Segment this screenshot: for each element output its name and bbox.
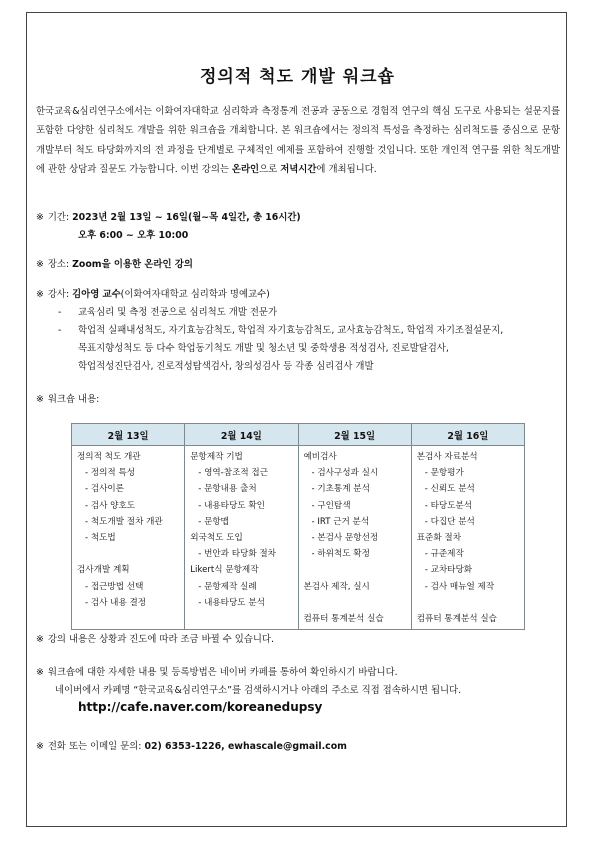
schedule-topic: 표준화 절차 [416,533,461,544]
schedule-subitem: - 신뢰도 분석 [424,484,475,495]
place-value: Zoom을 이용한 온라인 강의 [72,259,193,270]
note-text: 강의 내용은 상황과 진도에 따라 조금 바뀔 수 있습니다. [47,634,274,645]
intro-text-1: 한국교육&심리연구소에서는 이화여자대학교 심리학과 측정통계 전공과 공동으로 경험적 연구의 핵심 도구로 사용되는 설문지를 포함한 다양한 심리척도 개발을 위한 워크숍을 개최합니다. 본 워크숍에서는 정의적 특성을 측정하는 심리척도를 중심으로 문항개발부터 척도 타당화까지의 전 과정을 단계별로 구체적인 예제를 포함하여 진행할 것입니다. 또한 개인적 연구를 위한 척도개발에 관한 상담과 질문도 가능합니다. 이번 강의는 [36,106,560,175]
schedule-subitem: - 정의적 특성 [85,468,136,479]
lecturer-name: 김아영 교수 [72,289,121,300]
schedule-header-day3: 2월 15일 [298,424,411,446]
register-line-2: 네이버에서 카페명 “한국교육&심리연구소”를 검색하시거나 아래의 주소로 직접 접속하시면 됩니다. [55,685,462,696]
schedule-subitem: - 검사구성과 실시 [311,468,379,479]
cafe-link[interactable]: http://cafe.naver.com/koreanedupsy [78,700,323,714]
reference-mark: ※ [36,741,44,752]
schedule-subitem: - 하위척도 확정 [311,549,370,560]
schedule-topic: 예비검사 [303,452,337,462]
contact-value: 02) 6353-1226, ewhascale@gmail.com [144,741,347,752]
lecturer-bullet-2-line-2: 목표지향성척도 등 다수 학업동기척도 개발 및 청소년 및 중학생용 적성검사, 진로발달검사, [78,343,449,354]
reference-mark: ※ [36,259,44,270]
schedule-subitem: - 본검사 문항선정 [311,533,379,544]
lecturer-dash-2: - [58,325,62,336]
schedule-topic: 컴퓨터 통계분석 실습 [416,614,497,625]
schedule-subitem: - 문항맵 [198,516,229,527]
schedule-subitem: - 검사 매뉴얼 제작 [424,581,495,592]
place-label: 장소: [47,259,70,270]
schedule-subitem: - 문항제작 실례 [198,581,257,592]
schedule-cell-day1 [72,446,185,630]
schedule-cell-day2 [185,446,298,630]
workshop-label: 워크숍 내용: [47,394,100,405]
lecturer-row [36,286,270,303]
schedule-subitem: - 검사이론 [85,484,125,495]
contact-label: 전화 또는 이메일 문의: [47,741,142,752]
reference-mark: ※ [36,667,44,678]
schedule-table [71,423,525,630]
schedule-cell-day3 [298,446,411,630]
contact-row [36,738,347,755]
schedule-subitem: - 구인탐색 [311,500,351,511]
period-dates: 2023년 2월 13일 ~ 16일(월~목 4일간, 총 16시간) [72,212,301,223]
schedule-spacer [77,546,184,562]
schedule-subitem: - 검사 양호도 [85,500,136,511]
schedule-subitem: - 접근방법 선택 [85,581,144,592]
period-time [78,227,188,244]
lecturer-bullet-1: 교육심리 및 측정 전공으로 심리척도 개발 전문가 [78,307,278,318]
reference-mark: ※ [36,634,44,645]
schedule-header-day2: 2월 14일 [185,424,298,446]
schedule-header-day4: 2월 16일 [411,424,524,446]
place-row [36,256,193,273]
schedule-subitem: - 검사 내용 결정 [85,597,147,608]
schedule-header-row [72,424,525,446]
schedule-header-day1: 2월 13일 [72,424,185,446]
schedule-subitem: - 내용타당도 분석 [198,597,265,608]
schedule-spacer [304,595,411,611]
schedule-subitem: - 문항내용 출처 [198,484,257,495]
intro-evening: 저녁시간 [280,163,317,175]
lecturer-affiliation: (이화여자대학교 심리학과 명예교수) [120,289,270,300]
schedule-topic: Likert식 문항제작 [190,565,259,576]
schedule-subitem: - 영역-참조적 접근 [198,468,269,479]
period-label: 기간: [47,212,70,223]
schedule-spacer [304,562,411,578]
schedule-subitem: - IRT 근거 분석 [311,516,370,527]
lecturer-bullet-2-line-3: 학업적성진단검사, 진로적성탐색검사, 창의성검사 등 각종 심리검사 개발 [78,361,374,372]
schedule-cell-day4 [411,446,524,630]
schedule-subitem: - 척도법 [85,533,116,544]
schedule-body-row [72,446,525,630]
schedule-subitem: - 타당도분석 [424,500,473,511]
schedule-topic: 검사개발 계획 [77,565,130,576]
schedule-subitem: - 규준제작 [424,549,464,560]
reference-mark: ※ [36,212,44,223]
note-row [36,631,274,648]
schedule-subitem: - 번안과 타당화 절차 [198,549,276,560]
intro-text-2: 으로 [259,163,281,175]
page-title: 정의적 척도 개발 워크숍 [200,67,395,87]
lecturer-bullet-2-line-1: 학업적 실패내성척도, 자기효능감척도, 학업적 자기효능감척도, 교사효능감척도, 학업적 자기조절설문지, [78,325,504,336]
intro-text-3: 에 개최됩니다. [316,163,377,175]
schedule-subitem: - 문항평가 [424,468,464,479]
schedule-subitem: - 척도개발 절차 개관 [85,516,163,527]
intro-paragraph [36,102,560,179]
schedule-topic: 외국척도 도입 [190,533,243,544]
register-line-1: 워크숍에 대한 자세한 내용 및 등록방법은 네이버 카페를 통하여 확인하시기 바랍니다. [47,667,398,678]
lecturer-dash-1: - [58,307,62,318]
schedule-spacer [417,595,524,611]
schedule-topic: 컴퓨터 통계분석 실습 [303,614,384,624]
schedule-topic: 문항제작 기법 [190,452,243,462]
intro-online: 온라인 [231,163,260,175]
reference-mark: ※ [36,394,44,405]
schedule-subitem: - 다집단 분석 [424,516,475,527]
period-row [36,209,301,226]
schedule-topic: 정의적 척도 개관 [77,452,141,462]
workshop-label-row [36,391,99,408]
schedule-topic: 본검사 자료분석 [416,452,478,462]
schedule-subitem: - 내용타당도 확인 [198,500,265,511]
lecturer-label: 강사: [47,289,70,300]
schedule-subitem: - 교차타당화 [424,565,473,576]
reference-mark: ※ [36,289,44,300]
schedule-subitem: - 기초통계 분석 [311,484,370,495]
register-row [36,664,398,681]
schedule-topic: 본검사 제작, 실시 [303,581,370,592]
period-time-text: 오후 6:00 ~ 오후 10:00 [78,230,189,241]
